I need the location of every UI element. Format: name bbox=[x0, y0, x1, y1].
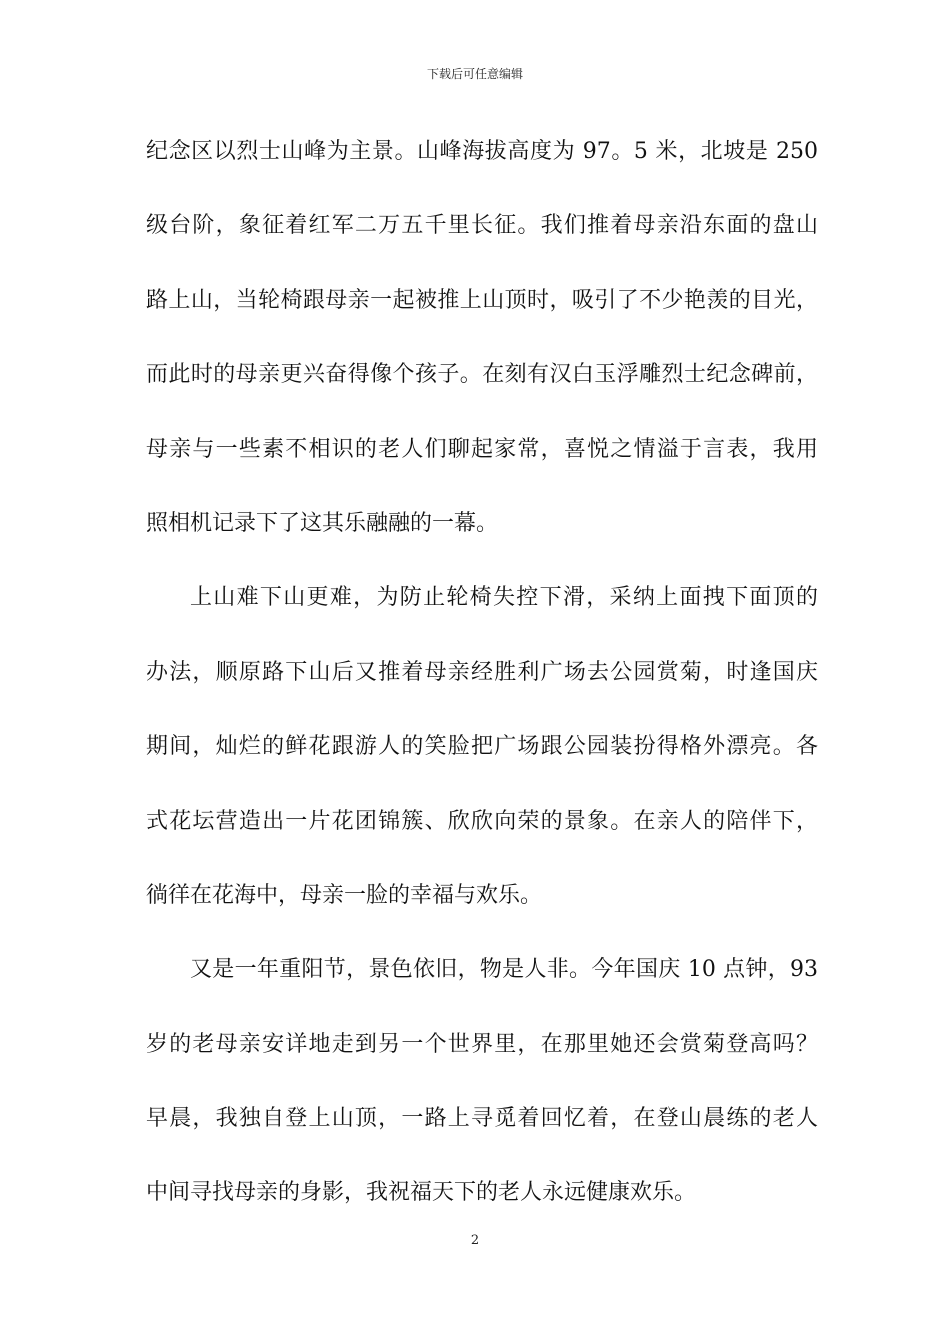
text-line: 母亲与一些素不相识的老人们聊起家常，喜悦之情溢于言表，我用 bbox=[146, 436, 818, 462]
text-line-paragraph-end: 徜徉在花海中，母亲一脸的幸福与欢乐。 bbox=[146, 882, 543, 908]
text-line: 期间，灿烂的鲜花跟游人的笑脸把广场跟公园装扮得格外漂亮。各 bbox=[146, 734, 818, 760]
text-line-paragraph-start: 又是一年重阳节，景色依旧，物是人非。今年国庆 10 点钟，93 bbox=[190, 957, 818, 983]
page-header: 下载后可任意编辑 bbox=[426, 67, 523, 81]
text-line: 而此时的母亲更兴奋得像个孩子。在刻有汉白玉浮雕烈士纪念碑前， bbox=[146, 362, 818, 388]
page-number: 2 bbox=[470, 1233, 480, 1248]
text-line: 早晨，我独自登上山顶，一路上寻觅着回忆着，在登山晨练的老人 bbox=[146, 1106, 818, 1132]
text-line-paragraph-end: 中间寻找母亲的身影，我祝福天下的老人永远健康欢乐。 bbox=[146, 1180, 697, 1206]
text-line-paragraph-end: 照相机记录下了这其乐融融的一幕。 bbox=[146, 510, 499, 536]
text-line: 式花坛营造出一片花团锦簇、欣欣向荣的景象。在亲人的陪伴下， bbox=[146, 808, 818, 834]
article-body bbox=[146, 126, 818, 1242]
text-line: 岁的老母亲安详地走到另一个世界里，在那里她还会赏菊登高吗？ bbox=[146, 1031, 818, 1057]
text-line-paragraph-start: 上山难下山更难，为防止轮椅失控下滑，采纳上面拽下面顶的 bbox=[190, 585, 818, 611]
text-line: 纪念区以烈士山峰为主景。山峰海拔高度为 97。5 米，北坡是 250 bbox=[146, 139, 818, 164]
text-line: 路上山，当轮椅跟母亲一起被推上山顶时，吸引了不少艳羡的目光， bbox=[146, 287, 818, 313]
text-line: 级台阶，象征着红军二万五千里长征。我们推着母亲沿东面的盘山 bbox=[146, 213, 818, 239]
text-line: 办法，顺原路下山后又推着母亲经胜利广场去公园赏菊，时逢国庆 bbox=[146, 659, 818, 685]
